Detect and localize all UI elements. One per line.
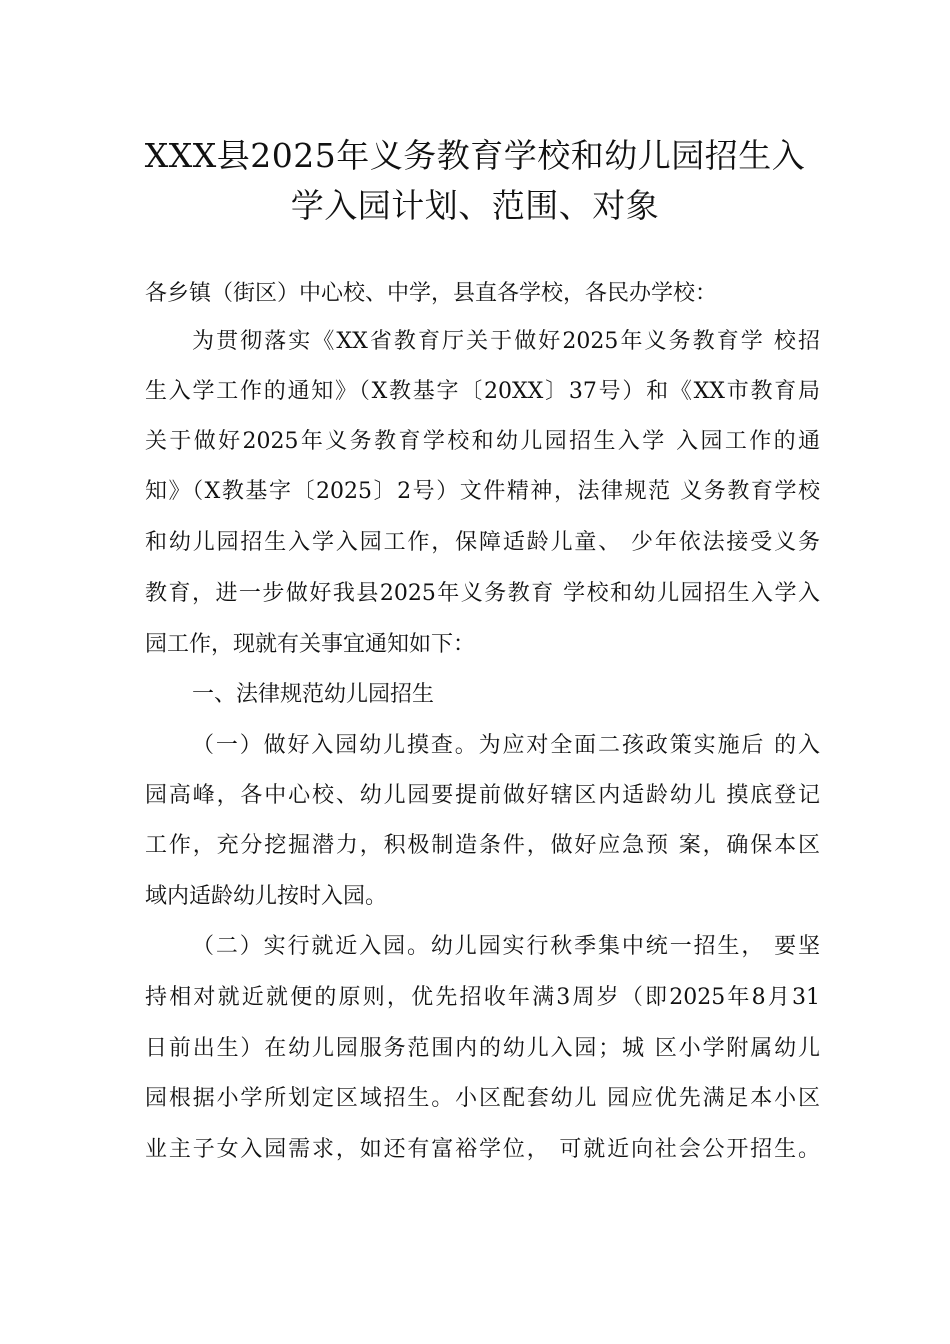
- body-line: 为贯彻落实《XX省教育厅关于做好2025年义务教育学 校招: [192, 329, 820, 354]
- body-line: （一）做好入园幼儿摸查。为应对全面二孩政策实施后 的入: [192, 733, 820, 758]
- body-line: 业主子女入园需求，如还有富裕学位， 可就近向社会公开招生。: [145, 1137, 820, 1162]
- salutation: 各乡镇（街区）中心校、中学，县直各学校，各民办学校：: [145, 281, 718, 306]
- document-title-line-1: XXX县2025年义务教育学校和幼儿园招生入: [144, 136, 806, 175]
- body-line: 园高峰，各中心校、幼儿园要提前做好辖区内适龄幼儿 摸底登记: [145, 783, 820, 808]
- body-line: 日前出生）在幼儿园服务范围内的幼儿入园；城 区小学附属幼儿: [145, 1036, 820, 1061]
- body-line: 知》（X教基字〔2025〕2号）文件精神，法律规范 义务教育学校: [145, 479, 820, 504]
- body-line: 工作，充分挖掘潜力，积极制造条件，做好应急预 案，确保本区: [145, 833, 820, 858]
- body-line: 持相对就近就便的原则，优先招收年满3周岁（即2025年8月31: [145, 985, 820, 1010]
- body-line: 生入学工作的通知》（X教基字〔20XX〕37号）和《XX市教育局: [145, 379, 820, 404]
- section-heading: 一、法律规范幼儿园招生: [192, 682, 435, 707]
- body-line: 园根据小学所划定区域招生。小区配套幼儿 园应优先满足本小区: [145, 1086, 820, 1111]
- body-line: 教育，进一步做好我县2025年义务教育 学校和幼儿园招生入学入: [145, 581, 820, 606]
- body-line: 关于做好2025年义务教育学校和幼儿园招生入学 入园工作的通: [145, 429, 820, 454]
- body-line: （二）实行就近入园。幼儿园实行秋季集中统一招生， 要坚: [192, 934, 820, 959]
- body-line: 和幼儿园招生入学入园工作，保障适龄儿童、 少年依法接受义务: [145, 530, 820, 555]
- document-title-line-2: 学入园计划、范围、对象: [290, 186, 660, 225]
- body-line: 园工作，现就有关事宜通知如下：: [145, 632, 476, 657]
- body-line: 域内适龄幼儿按时入园。: [145, 884, 388, 909]
